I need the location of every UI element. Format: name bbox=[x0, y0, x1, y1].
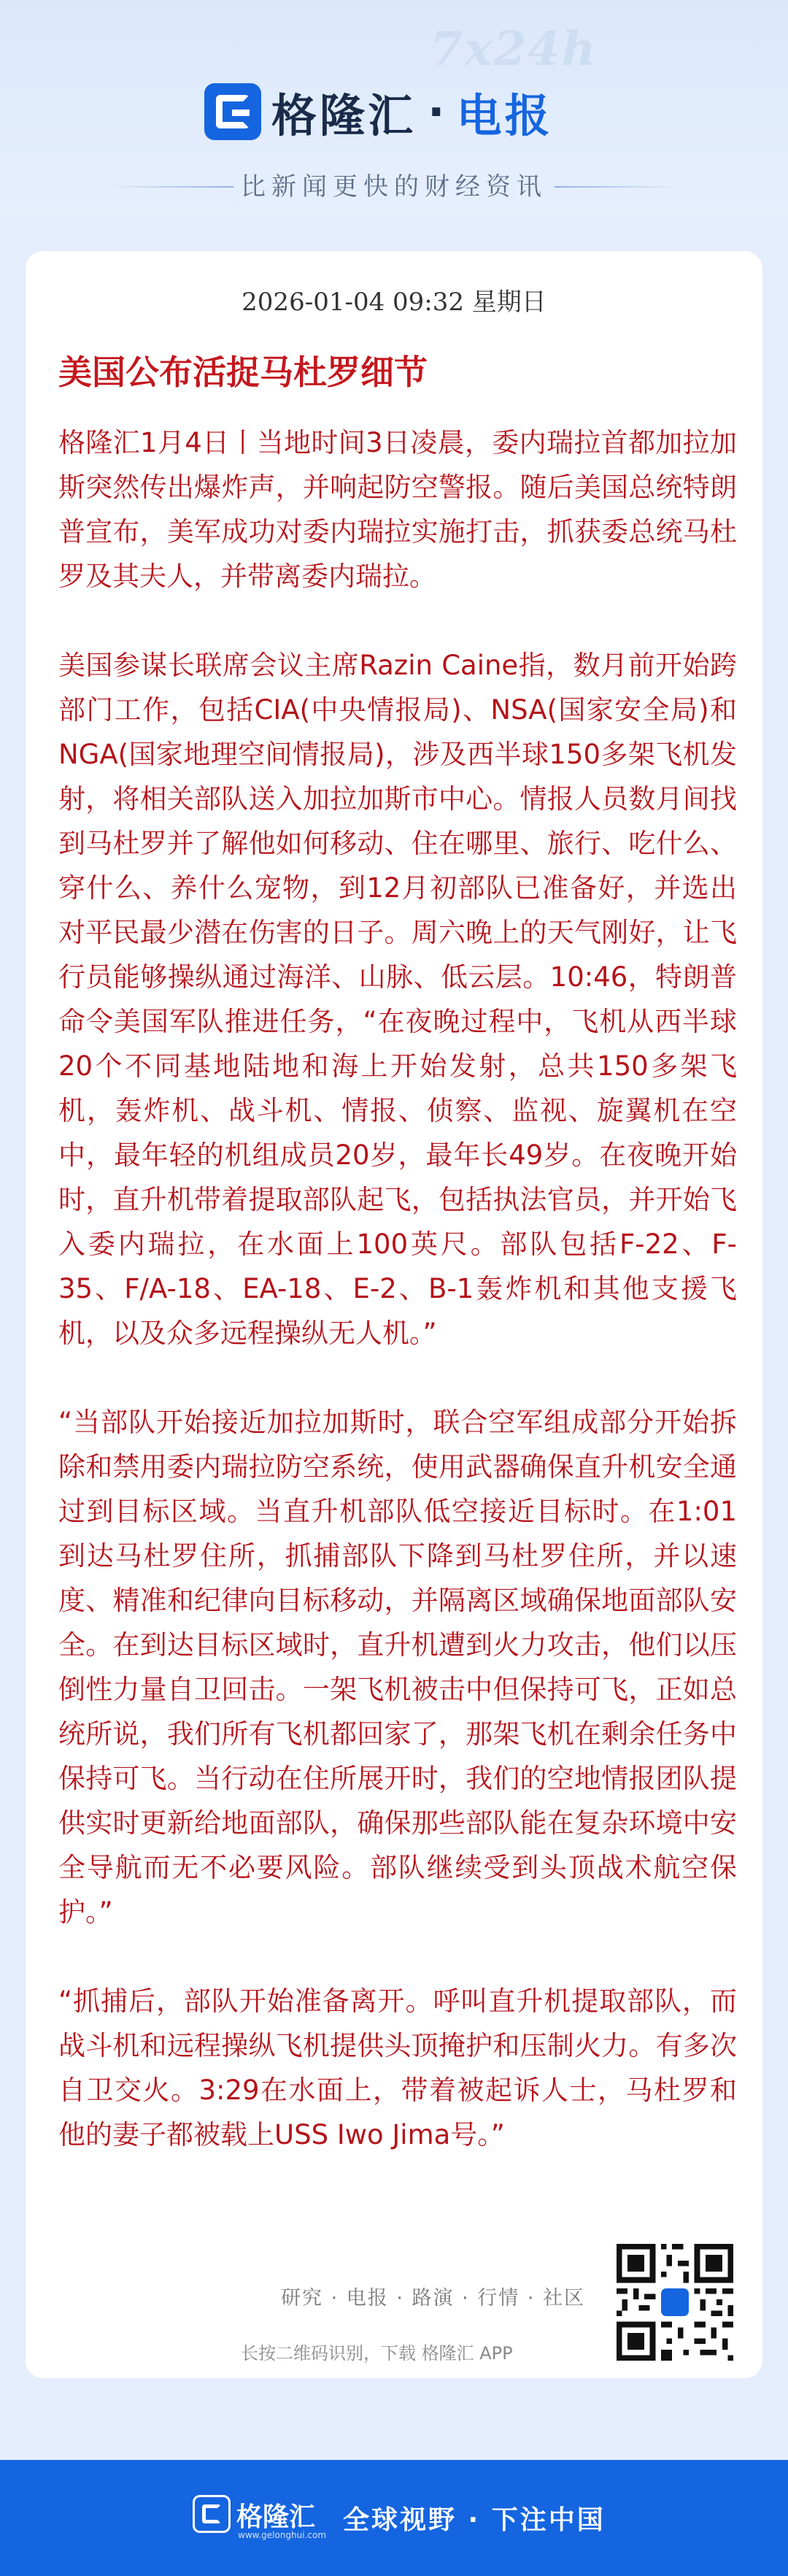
bottom-url: www.gelonghui.com bbox=[238, 2530, 327, 2540]
slogan: 比新闻更快的财经资讯 bbox=[241, 172, 547, 201]
qr-hint: 长按二维码识别，下载 格隆汇 APP bbox=[241, 2343, 513, 2364]
article-card bbox=[26, 251, 762, 2378]
bottom-logo-icon bbox=[193, 2495, 231, 2533]
brand-separator: · bbox=[428, 85, 445, 139]
brand-name: 格隆汇 bbox=[271, 88, 417, 142]
paragraph: “当部队开始接近加拉加斯时，联合空军组成部分开始拆除和禁用委内瑞拉防空系统，使用武器确保直升机安全通过到目标区域。当直升机部队低空接近目标时。在1:01到达马杜罗住所，抓捕部队下降到马杜罗住所，并以速度、精准和纪律向目标移动，并隔离区域确保地面部队安全。在到达目标区域时，直升机遭到火力攻击，他们以压倒性力量自卫回击。一架飞机被击中但保持可飞，正如总统所说，我们所有飞机都回家了，那架飞机在剩余任务中保持可飞。当行动在住所展开时，我们的空地情报团队提供实时更新给地面部队，确保那些部队能在复杂环境中安全导航而无不必要风险。部队继续受到头顶战术航空保护。” bbox=[58, 1407, 737, 1928]
article-date: 2026-01-04 09:32 星期日 bbox=[242, 288, 546, 317]
qr-code[interactable] bbox=[617, 2244, 733, 2361]
header bbox=[0, 0, 788, 219]
bottom-brand-name: 格隆汇 bbox=[236, 2502, 316, 2532]
slogan-divider-right bbox=[555, 186, 679, 188]
watermark: 7x24h bbox=[430, 22, 598, 77]
logo-icon bbox=[204, 83, 261, 140]
footer-links: 研究 · 电报 · 路演 · 行情 · 社区 bbox=[281, 2287, 585, 2310]
article-body bbox=[58, 420, 737, 2157]
paragraph: “抓捕后，部队开始准备离开。呼叫直升机提取部队，而战斗机和远程操纵飞机提供头顶掩护和压制火力。有多次自卫交火。3:29在水面上，带着被起诉人士，马杜罗和他的妻子都被载上USS Iwo Jima号。” bbox=[58, 1985, 737, 2150]
paragraph: 格隆汇1月4日丨当地时间3日凌晨，委内瑞拉首都加拉加斯突然传出爆炸声，并响起防空警报。随后美国总统特朗普宣布，美军成功对委内瑞拉实施打击，抓获委总统马杜罗及其夫人，并带离委内瑞拉。 bbox=[58, 427, 737, 592]
brand-logo bbox=[204, 79, 553, 145]
brand-subtitle: 电报 bbox=[456, 88, 553, 142]
qr-logo-icon bbox=[661, 2288, 689, 2316]
article-title: 美国公布活捉马杜罗细节 bbox=[58, 353, 428, 392]
paragraph: 美国参谋长联席会议主席Razin Caine指，数月前开始跨部门工作，包括CIA(中央情报局)、NSA(国家安全局)和NGA(国家地理空间情报局)，涉及西半球150多架飞机发射，将相关部队送入加拉加斯市中心。情报人员数月间找到马杜罗并了解他如何移动、住在哪里、旅行、吃什么、穿什么、养什么宠物，到12月初部队已准备好，并选出对平民最少潜在伤害的日子。周六晚上的天气刚好，让飞行员能够操纵通过海洋、山脉、低云层。10:46，特朗普命令美国军队推进任务，“在夜晚过程中，飞机从西半球20个不同基地陆地和海上开始发射，总共150多架飞机，轰炸机、战斗机、情报、侦察、监视、旋翼机在空中，最年轻的机组成员20岁，最年长49岁。在夜晚开始时，直升机带着提取部队起飞，包括执法官员，并开始飞入委内瑞拉，在水面上100英尺。部队包括F-22、F-35、F/A-18、EA-18、E-2、B-1轰炸机和其他支援飞机，以及众多远程操纵无人机。” bbox=[58, 650, 737, 1349]
bottom-slogan: 全球视野 · 下注中国 bbox=[343, 2505, 606, 2535]
bottom-bar bbox=[0, 2460, 788, 2576]
